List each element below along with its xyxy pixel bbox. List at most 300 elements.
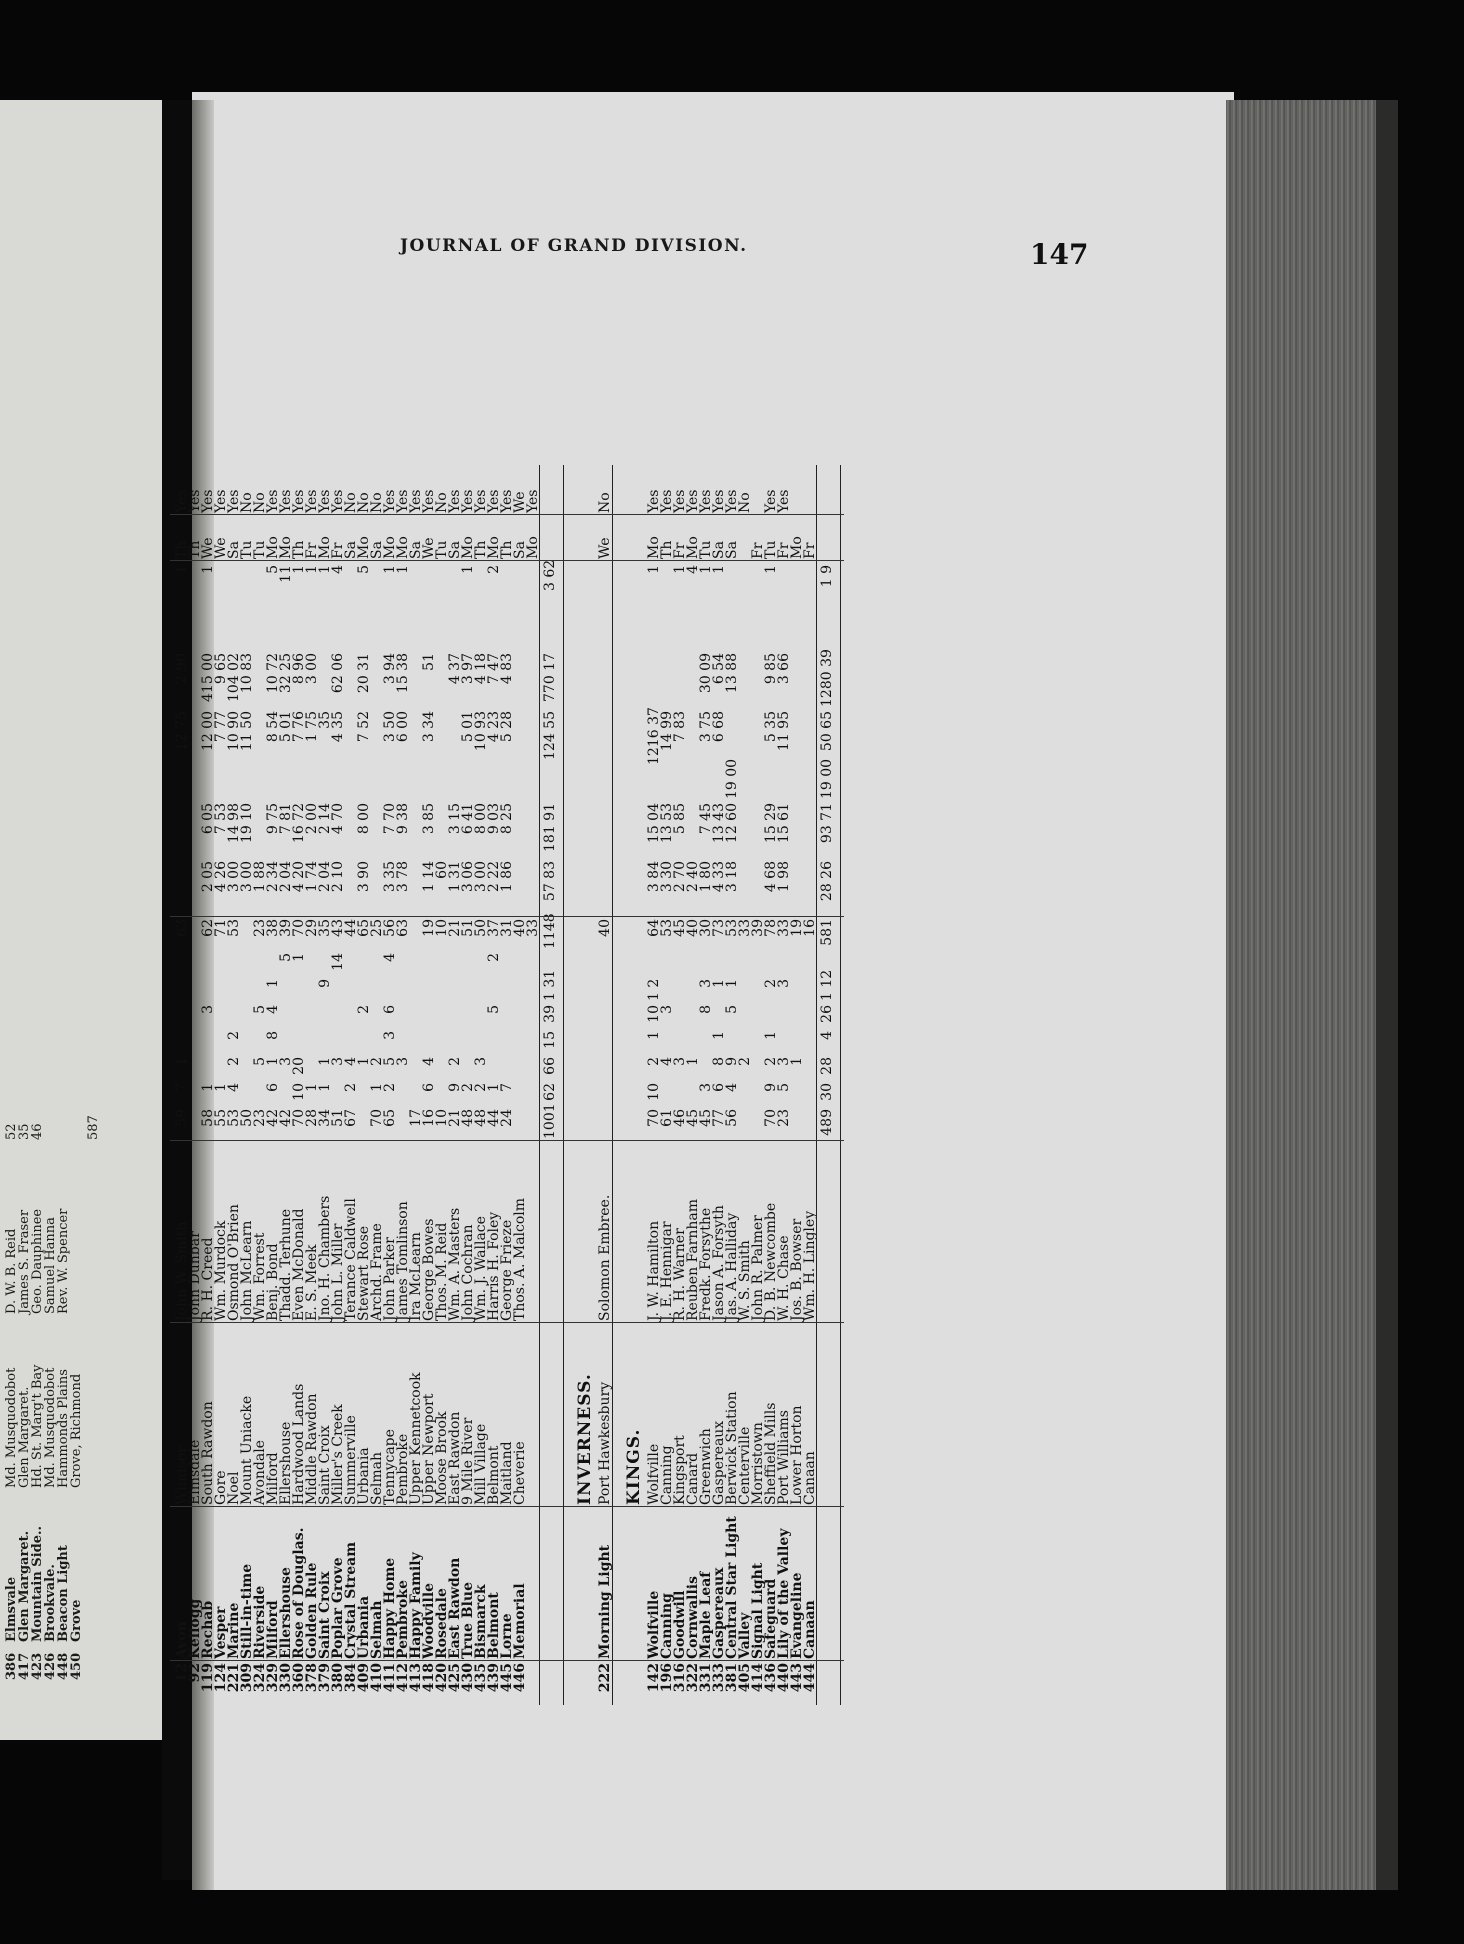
cell-m7: 1 — [698, 565, 714, 574]
cell-ret: Mo — [486, 536, 502, 559]
cell-m2: 9 03 — [486, 803, 502, 835]
cell-no: 384 — [343, 1663, 359, 1693]
cell-m1: 4 68 — [763, 861, 779, 893]
cell-m5: 3 97 — [460, 653, 476, 685]
cell-m2: 4 70 — [330, 803, 346, 835]
cell-no: 436 — [763, 1663, 779, 1693]
cell-n2: 2 — [343, 1083, 359, 1092]
cell-town: Sheffield Mills — [763, 1402, 779, 1505]
cell-deputy: John Dunbar — [187, 1231, 203, 1321]
cell-n6: 1 — [724, 979, 740, 988]
cell-town: Canaan — [802, 1451, 818, 1505]
cell-n1: 59 — [174, 1109, 190, 1127]
cell-n3: 3 — [473, 1057, 489, 1066]
cell-n8: 31 — [499, 919, 515, 937]
cell-n8: 33 — [776, 919, 792, 937]
cell-m2: 8 00 — [356, 803, 372, 835]
cell-m7: 1 — [711, 565, 727, 574]
left-page-fragment — [0, 100, 162, 1740]
cell-yes: Yes — [525, 489, 541, 513]
cell-no: 124 — [213, 1663, 229, 1693]
cell-m1: 2 40 — [685, 861, 701, 893]
cell-n3: 5 — [382, 1057, 398, 1066]
total-n1: 489 — [819, 1109, 835, 1136]
cell-ret: Mo — [789, 536, 805, 559]
cell-no: 360 — [291, 1663, 307, 1693]
cell-n1: 34 — [317, 1109, 333, 1127]
left-cell-division: Elmsvale — [4, 1576, 19, 1642]
cell-n4: 1 — [646, 1031, 662, 1040]
cell-m5: 10 83 — [239, 653, 255, 694]
cell-ret: Tu — [434, 540, 450, 559]
cell-division: Central Star Light — [724, 1516, 740, 1659]
cell-deputy: George Bowes — [421, 1218, 437, 1321]
cell-n8: 63 — [395, 919, 411, 937]
cell-n8: 29 — [304, 919, 320, 937]
cell-n1: 45 — [685, 1109, 701, 1127]
total-rule — [816, 465, 817, 1705]
cell-division: Selmah — [369, 1600, 385, 1659]
cell-deputy: D. B. Newcombe — [763, 1202, 779, 1321]
total-n5: 26 — [819, 1005, 835, 1023]
cell-n1: 44 — [486, 1109, 502, 1127]
cell-m1: 3 06 — [460, 861, 476, 893]
cell-n8: 44 — [343, 919, 359, 937]
cell-deputy: John W. Smith — [174, 1221, 190, 1321]
column-rule — [170, 1140, 844, 1141]
cell-n8: 30 — [698, 919, 714, 937]
cell-m5: 20 31 — [356, 653, 372, 694]
cell-town: Berwick Station — [724, 1391, 740, 1505]
cell-n8: 51 — [460, 919, 476, 937]
cell-m4: 7 52 — [356, 711, 372, 743]
cell-m7: 5 — [356, 565, 372, 574]
cell-no: 409 — [356, 1663, 372, 1693]
cell-yes: No — [239, 492, 255, 513]
total-m4: 124 55 — [542, 711, 558, 760]
left-cell-town: Glen Margaret. — [17, 1386, 32, 1488]
left-cell-town: Grove, Richmond — [69, 1373, 84, 1488]
cell-no: 196 — [659, 1663, 675, 1693]
cell-m5: 2 90 — [174, 653, 190, 685]
cell-no: 410 — [369, 1663, 385, 1693]
cell-m2: 14 98 — [226, 803, 242, 844]
cell-m1: 3 00 — [239, 861, 255, 893]
cell-no: 333 — [711, 1663, 727, 1693]
cell-n4: 8 — [265, 1031, 281, 1040]
total-n6: 1 31 — [542, 969, 558, 1001]
cell-division: True Blue — [460, 1582, 476, 1659]
cell-n3: 2 — [646, 1057, 662, 1066]
total-m1: 28 26 — [819, 861, 835, 902]
cell-n4: 2 — [226, 1031, 242, 1040]
cell-no: 324 — [252, 1663, 268, 1693]
cell-m2: 3 85 — [421, 803, 437, 835]
cell-m5: 51 — [421, 653, 437, 671]
cell-n2: 6 — [265, 1083, 281, 1092]
cell-yes: Yes — [265, 489, 281, 513]
cell-n1: 70 — [763, 1109, 779, 1127]
cell-m1: 3 18 — [724, 861, 740, 893]
cell-m1: 3 84 — [646, 861, 662, 893]
cell-m1: 1 86 — [499, 861, 515, 893]
cell-n8: 16 — [802, 919, 818, 937]
cell-town: Port Williams — [776, 1410, 792, 1505]
cell-ret: Sa — [226, 541, 242, 559]
cell-deputy: Benj. Bond — [265, 1243, 281, 1321]
cell-yes: Yes — [200, 489, 216, 513]
cell-no: 221 — [226, 1663, 242, 1693]
page-header-title: JOURNAL OF GRAND DIVISION. — [400, 236, 748, 256]
cell-ret: Sa — [343, 541, 359, 559]
cell-n1: 55 — [213, 1109, 229, 1127]
left-cell-division: Beacon Light — [56, 1545, 71, 1642]
division-returns-table — [160, 265, 1080, 1705]
cell-m4: 35 — [317, 711, 333, 729]
total-m5: 770 17 — [542, 653, 558, 702]
cell-division: East Rawdon — [447, 1557, 463, 1659]
cell-m4: 3 34 — [421, 711, 437, 743]
cell-m1: 4 26 — [213, 861, 229, 893]
cell-n7: 2 — [486, 953, 502, 962]
cell-no: 412 — [395, 1663, 411, 1693]
cell-n8: 35 — [317, 919, 333, 937]
cell-no: 445 — [499, 1663, 515, 1693]
total-m7: 1 9 — [819, 565, 835, 588]
cell-town: South Rawdon — [200, 1401, 216, 1505]
cell-ret: Mo — [646, 536, 662, 559]
cell-n2: 1 — [200, 1083, 216, 1092]
cell-m4: 1216 37 — [646, 707, 662, 765]
cell-m4: 7 83 — [672, 711, 688, 743]
cell-town: Wolfville — [646, 1443, 662, 1505]
cell-m2: 2 14 — [317, 803, 333, 835]
cell-m2: 8 25 — [499, 803, 515, 835]
cell-yes: Yes — [486, 489, 502, 513]
cell-ret: Tu — [239, 540, 255, 559]
cell-m1: 2 05 — [200, 861, 216, 893]
cell-n4: 1 — [711, 1031, 727, 1040]
cell-n8: 37 — [486, 919, 502, 937]
cell-division: Signal Light — [750, 1562, 766, 1659]
cell-m4: 3 50 — [382, 711, 398, 743]
cell-yes: Yes — [698, 489, 714, 513]
cell-n2: 2 — [382, 1083, 398, 1092]
cell-m1: 3 00 — [226, 861, 242, 893]
cell-n8: 40 — [512, 919, 528, 937]
cell-n8: 64 — [646, 919, 662, 937]
cell-deputy: E. S. Meek — [304, 1244, 320, 1321]
cell-division: Golden Rule — [304, 1562, 320, 1659]
cell-division: Safeguard — [763, 1578, 779, 1659]
cell-m2: 7 81 — [278, 803, 294, 835]
cell-n8: 71 — [213, 919, 229, 937]
cell-yes: Yes — [460, 489, 476, 513]
cell-m1: 2 70 — [672, 861, 688, 893]
cell-n3: 9 — [724, 1057, 740, 1066]
cell-n1: 16 — [421, 1109, 437, 1127]
cell-n3: 2 — [369, 1057, 385, 1066]
cell-m7: 1 — [291, 565, 307, 574]
cell-division: Poplar Grove — [330, 1557, 346, 1659]
cell-m2: 15 04 — [646, 803, 662, 844]
cell-n8: 38 — [265, 919, 281, 937]
cell-division: Wolfville — [646, 1590, 662, 1659]
cell-ret: Mo — [382, 536, 398, 559]
cell-n2: 6 — [421, 1083, 437, 1092]
section-rule — [612, 465, 613, 1705]
cell-n1: 56 — [724, 1109, 740, 1127]
total-n4: 4 — [819, 1031, 835, 1040]
cell-m1: 3 30 — [659, 861, 675, 893]
cell-m5: 30 09 — [698, 653, 714, 694]
left-cell-town: Md. Musquodobot — [43, 1367, 58, 1488]
cell-n8: 19 — [421, 919, 437, 937]
cell-n5: 4 — [265, 1005, 281, 1014]
cell-n2: 3 — [698, 1083, 714, 1092]
cell-n8: 40 — [597, 919, 613, 937]
left-cell-division: Grove — [69, 1599, 84, 1642]
cell-n1: 17 — [408, 1109, 424, 1127]
cell-n1: 48 — [460, 1109, 476, 1127]
cell-division: Ellershouse — [278, 1567, 294, 1659]
cell-town: Centerville — [737, 1426, 753, 1505]
cell-deputy: Stewart Rose — [356, 1225, 372, 1321]
cell-m4: 14 99 — [659, 711, 675, 752]
cell-m4: 5 28 — [499, 711, 515, 743]
cell-n3: 2 — [226, 1057, 242, 1066]
cell-division: Milford — [265, 1600, 281, 1659]
cell-town: Greenwich — [698, 1428, 714, 1505]
cell-m7: 1 — [646, 565, 662, 574]
cell-division: Rose of Douglas. — [291, 1527, 307, 1659]
cell-n2: 9 — [763, 1083, 779, 1092]
page-edge-shadow — [1376, 100, 1398, 1890]
cell-deputy: Solomon Embree. — [597, 1194, 613, 1321]
cell-deputy: Thos. M. Reid — [434, 1222, 450, 1321]
cell-yes: Yes — [685, 489, 701, 513]
cell-yes: Yes — [395, 489, 411, 513]
cell-n1: 48 — [473, 1109, 489, 1127]
total-m1: 57 83 — [542, 861, 558, 902]
column-rule — [170, 1506, 844, 1507]
cell-deputy: Reuben Farnham — [685, 1198, 701, 1321]
section-rule — [563, 465, 564, 1705]
cell-no: 330 — [278, 1663, 294, 1693]
cell-n2: 4 — [724, 1083, 740, 1092]
cell-n5: 3 — [659, 1005, 675, 1014]
cell-no: 119 — [200, 1663, 216, 1693]
cell-no: 420 — [434, 1663, 450, 1693]
cell-town: Lower Horton — [789, 1405, 805, 1505]
cell-m1: 1 14 — [421, 861, 437, 893]
left-cell-n1: 52 — [4, 1123, 19, 1140]
cell-yes: Yes — [724, 489, 740, 513]
cell-n3: 3 — [395, 1057, 411, 1066]
cell-n3: 1 — [789, 1057, 805, 1066]
cell-n1: 70 — [291, 1109, 307, 1127]
left-page-rotated-table — [0, 100, 162, 1740]
left-cell-division: Glen Margaret. — [17, 1530, 32, 1642]
section-rule — [840, 465, 841, 1705]
cell-town: Avondale — [252, 1440, 268, 1505]
cell-yes: No — [737, 492, 753, 513]
cell-division: Urbania — [356, 1595, 372, 1659]
cell-town: Gore — [213, 1470, 229, 1505]
cell-deputy: Wm. Forrest — [252, 1232, 268, 1321]
cell-town: Noel — [226, 1471, 242, 1505]
cell-ret: Th — [174, 540, 190, 559]
cell-n5: 5 — [486, 1005, 502, 1014]
cell-n6: 2 — [763, 979, 779, 988]
section-heading: INVERNESS. — [575, 1373, 595, 1505]
cell-yes: Yes — [473, 489, 489, 513]
cell-town: Kingsport — [672, 1435, 688, 1505]
cell-yes: No — [343, 492, 359, 513]
cell-n8: 56 — [382, 919, 398, 937]
cell-division: Goodwill — [672, 1590, 688, 1659]
cell-n1: 50 — [239, 1109, 255, 1127]
cell-n3: 4 — [421, 1057, 437, 1066]
cell-n2: 1 — [304, 1083, 320, 1092]
cell-town: Gaspereaux — [711, 1420, 727, 1505]
cell-m7: 1 — [174, 565, 190, 574]
cell-deputy: Thos. A. Malcolm — [512, 1197, 528, 1321]
cell-yes: Yes — [672, 489, 688, 513]
cell-division: Valley — [737, 1612, 753, 1659]
cell-m1: 2 34 — [265, 861, 281, 893]
cell-n3: 1 — [685, 1057, 701, 1066]
cell-no: 331 — [698, 1663, 714, 1693]
left-cell-division: Brookvale. — [43, 1564, 58, 1642]
cell-no: 329 — [265, 1663, 281, 1693]
left-total: 587 — [86, 1115, 101, 1140]
cell-n3: 2 — [737, 1057, 753, 1066]
cell-deputy: Jas. A. Halliday — [724, 1212, 740, 1321]
cell-town: Mount Uniacke — [239, 1395, 255, 1505]
left-cell-town: Hd. St. Marg't Bay — [30, 1364, 45, 1488]
cell-yes: Yes — [317, 489, 333, 513]
cell-n2: 9 — [447, 1083, 463, 1092]
left-cell-no: 386 — [4, 1652, 19, 1680]
cell-division: Maple Leaf — [698, 1571, 714, 1659]
cell-n4: 1 — [763, 1031, 779, 1040]
cell-n2: 1 — [317, 1083, 333, 1092]
cell-ret: We — [200, 537, 216, 559]
cell-m4: 7 76 — [291, 711, 307, 743]
cell-n3: 4 — [659, 1057, 675, 1066]
column-rule — [170, 1322, 844, 1323]
cell-m7: 2 — [486, 565, 502, 574]
cell-no: 222 — [597, 1663, 613, 1693]
cell-town: Urbania — [356, 1447, 372, 1505]
cell-deputy: Even McDonald — [291, 1208, 307, 1321]
column-rule — [170, 514, 844, 515]
cell-town: Ellershouse — [278, 1421, 294, 1505]
cell-no: 444 — [802, 1663, 818, 1693]
cell-m2: 2 00 — [304, 803, 320, 835]
cell-n8: 62 — [200, 919, 216, 937]
cell-m5: 32 25 — [278, 653, 294, 694]
cell-division: Cornwallis — [685, 1576, 701, 1659]
cell-m5: 7 47 — [486, 653, 502, 685]
cell-deputy: W. H. Chase — [776, 1235, 792, 1321]
cell-ret: Th — [291, 540, 307, 559]
cell-n5: 2 — [356, 1005, 372, 1014]
cell-m7: 1 — [200, 565, 216, 574]
cell-division: Belmont — [486, 1592, 502, 1659]
left-cell-no: 450 — [69, 1652, 84, 1680]
page-number: 147 — [1030, 238, 1089, 271]
cell-m4: 10 93 — [473, 711, 489, 752]
cell-no: 316 — [672, 1663, 688, 1693]
cell-m7: 4 — [330, 565, 346, 574]
cell-ret: Fr — [776, 542, 792, 559]
cell-no: 440 — [776, 1663, 792, 1693]
cell-n7: 5 — [278, 953, 294, 962]
cell-n6: 3 — [776, 979, 792, 988]
cell-division: Gaspereaux — [711, 1567, 727, 1659]
total-m5: 1280 39 — [819, 649, 835, 707]
left-cell-deputy: D. W. B. Reid — [4, 1228, 19, 1314]
cell-town: Saint Croix — [317, 1425, 333, 1505]
cell-m4: 6 00 — [395, 711, 411, 743]
cell-m7: 1 — [304, 565, 320, 574]
cell-yes: Yes — [447, 489, 463, 513]
cell-division: Bismarck — [473, 1584, 489, 1659]
cell-n8: 19 — [789, 919, 805, 937]
cell-no: 414 — [750, 1663, 766, 1693]
total-m2: 93 71 — [819, 803, 835, 844]
cell-n8: 10 — [434, 919, 450, 937]
total-n5: 39 — [542, 1005, 558, 1023]
cell-m5: 415 00 — [200, 653, 216, 702]
cell-n2: 1 — [486, 1083, 502, 1092]
cell-deputy: Wm. Murdock — [213, 1220, 229, 1321]
cell-yes: We — [512, 491, 528, 513]
cell-n2: 10 — [646, 1083, 662, 1101]
cell-division: Rechab — [200, 1600, 216, 1659]
total-m4: 50 65 — [819, 711, 835, 752]
left-cell-town: Hammonds Plains — [56, 1369, 71, 1488]
cell-town: Morristown — [750, 1422, 766, 1505]
cell-m7: 1 — [395, 565, 411, 574]
cell-m2: 9 38 — [395, 803, 411, 835]
cell-m5: 4 37 — [447, 653, 463, 685]
cell-n6: 1 — [711, 979, 727, 988]
cell-n5: 5 — [724, 1005, 740, 1014]
cell-n1: 70 — [646, 1109, 662, 1127]
cell-n3: 1 — [265, 1057, 281, 1066]
cell-yes: No — [369, 492, 385, 513]
cell-deputy: John Parker — [382, 1237, 398, 1321]
total-n2: 30 — [819, 1083, 835, 1101]
cell-town: Upper Newport — [421, 1393, 437, 1505]
cell-no: 380 — [330, 1663, 346, 1693]
cell-yes: Yes — [646, 489, 662, 513]
cell-deputy: R. H. Warner — [672, 1228, 688, 1321]
cell-no: 425 — [447, 1663, 463, 1693]
cell-m5: 9 85 — [763, 653, 779, 685]
cell-deputy: Terance Caldwell — [343, 1198, 359, 1321]
cell-m1: 3 78 — [395, 861, 411, 893]
cell-n1: 67 — [343, 1109, 359, 1127]
cell-n3: 3 — [776, 1057, 792, 1066]
cell-n2: 10 — [291, 1083, 307, 1101]
cell-division: Lily of the Valley — [776, 1528, 792, 1659]
cell-m1: 2 10 — [330, 861, 346, 893]
cell-yes: Yes — [291, 489, 307, 513]
